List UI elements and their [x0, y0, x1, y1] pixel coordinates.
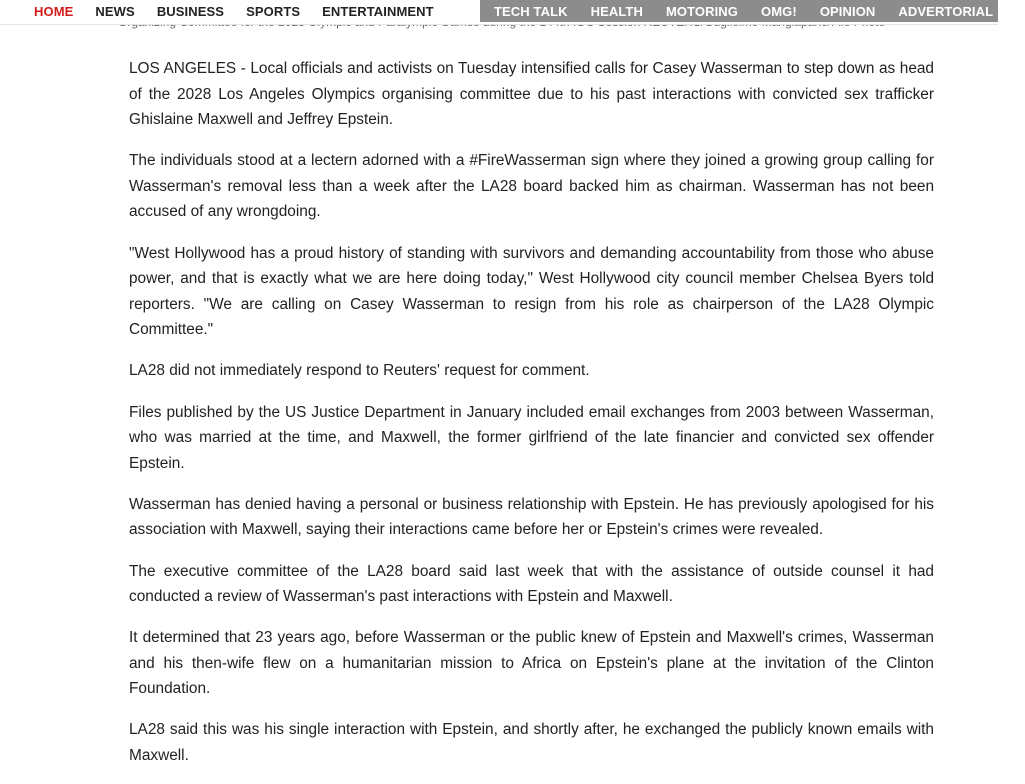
secondary-nav: [480, 0, 1025, 22]
nav-item-home[interactable]: HOME: [34, 3, 74, 19]
article-paragraph: Wasserman has denied having a personal or business relationship with Epstein. He has previously apologised for his association with Maxwell, saying their interactions came before her or Epstein's crimes were revealed.: [129, 495, 934, 539]
nav-item-business[interactable]: BUSINESS: [156, 3, 225, 19]
article-paragraph: The individuals stood at a lectern adorned with a #FireWasserman sign where they joined a growing group calling for Wasserman's removal less than a week after the LA28 board backed him as chairman. Wasserman has not been accused of any wrongdoing.: [129, 152, 934, 221]
nav-item-sports[interactable]: SPORTS: [246, 3, 301, 19]
article-paragraph: "West Hollywood has a proud history of standing with survivors and demanding accountability from those who abuse power, and that is exactly what we are here doing today," West Hollywood city council member Chelsea Byers told reporters. "We are calling on Casey Wasserman to resign from his role as chairperson of the LA28 Olympic Committee.": [129, 244, 934, 339]
nav-item-health[interactable]: HEALTH: [590, 3, 643, 19]
article-paragraph: It determined that 23 years ago, before Wasserman or the public knew of Epstein and Maxwell's crimes, Wasserman and his then-wife flew on a humanitarian mission to Africa on Epstein's plane at the invitation of the Clinton Foundation.: [129, 629, 934, 698]
article-paragraph: Files published by the US Justice Department in January included email exchanges from 2003 between Wasserman, who was married at the time, and Maxwell, the former girlfriend of the late financier and convicted sex offender Epstein.: [129, 403, 934, 472]
nav-item-advertorial[interactable]: ADVERTORIAL: [898, 3, 994, 19]
article-paragraph: LA28 did not immediately respond to Reuters' request for comment.: [129, 362, 590, 380]
article-paragraph: LA28 said this was his single interaction with Epstein, and shortly after, he exchanged the publicly known emails with Maxwell.: [129, 721, 934, 765]
article-paragraph: The executive committee of the LA28 board said last week that with the assistance of outside counsel it had conducted a review of Wasserman's past interactions with Epstein and Maxwell.: [129, 562, 934, 606]
nav-item-tech-talk[interactable]: TECH TALK: [494, 3, 568, 19]
nav-item-truncated[interactable]: E: [1016, 3, 1025, 19]
top-navigation-bar: [0, 0, 1025, 25]
nav-item-omg[interactable]: OMG!: [761, 3, 797, 19]
nav-item-entertainment[interactable]: ENTERTAINMENT: [322, 3, 434, 19]
nav-item-news[interactable]: NEWS: [95, 3, 135, 19]
article-body: [129, 56, 934, 784]
nav-item-motoring[interactable]: MOTORING: [665, 3, 739, 19]
article-paragraph: LOS ANGELES - Local officials and activists on Tuesday intensified calls for Casey Wasserman to step down as head of the 2028 Los Angeles Olympics organising committee due to his past interactions with convicted sex trafficker Ghislaine Maxwell and Jeffrey Epstein.: [129, 60, 934, 129]
nav-item-opinion[interactable]: OPINION: [819, 3, 876, 19]
primary-nav: [34, 0, 456, 22]
